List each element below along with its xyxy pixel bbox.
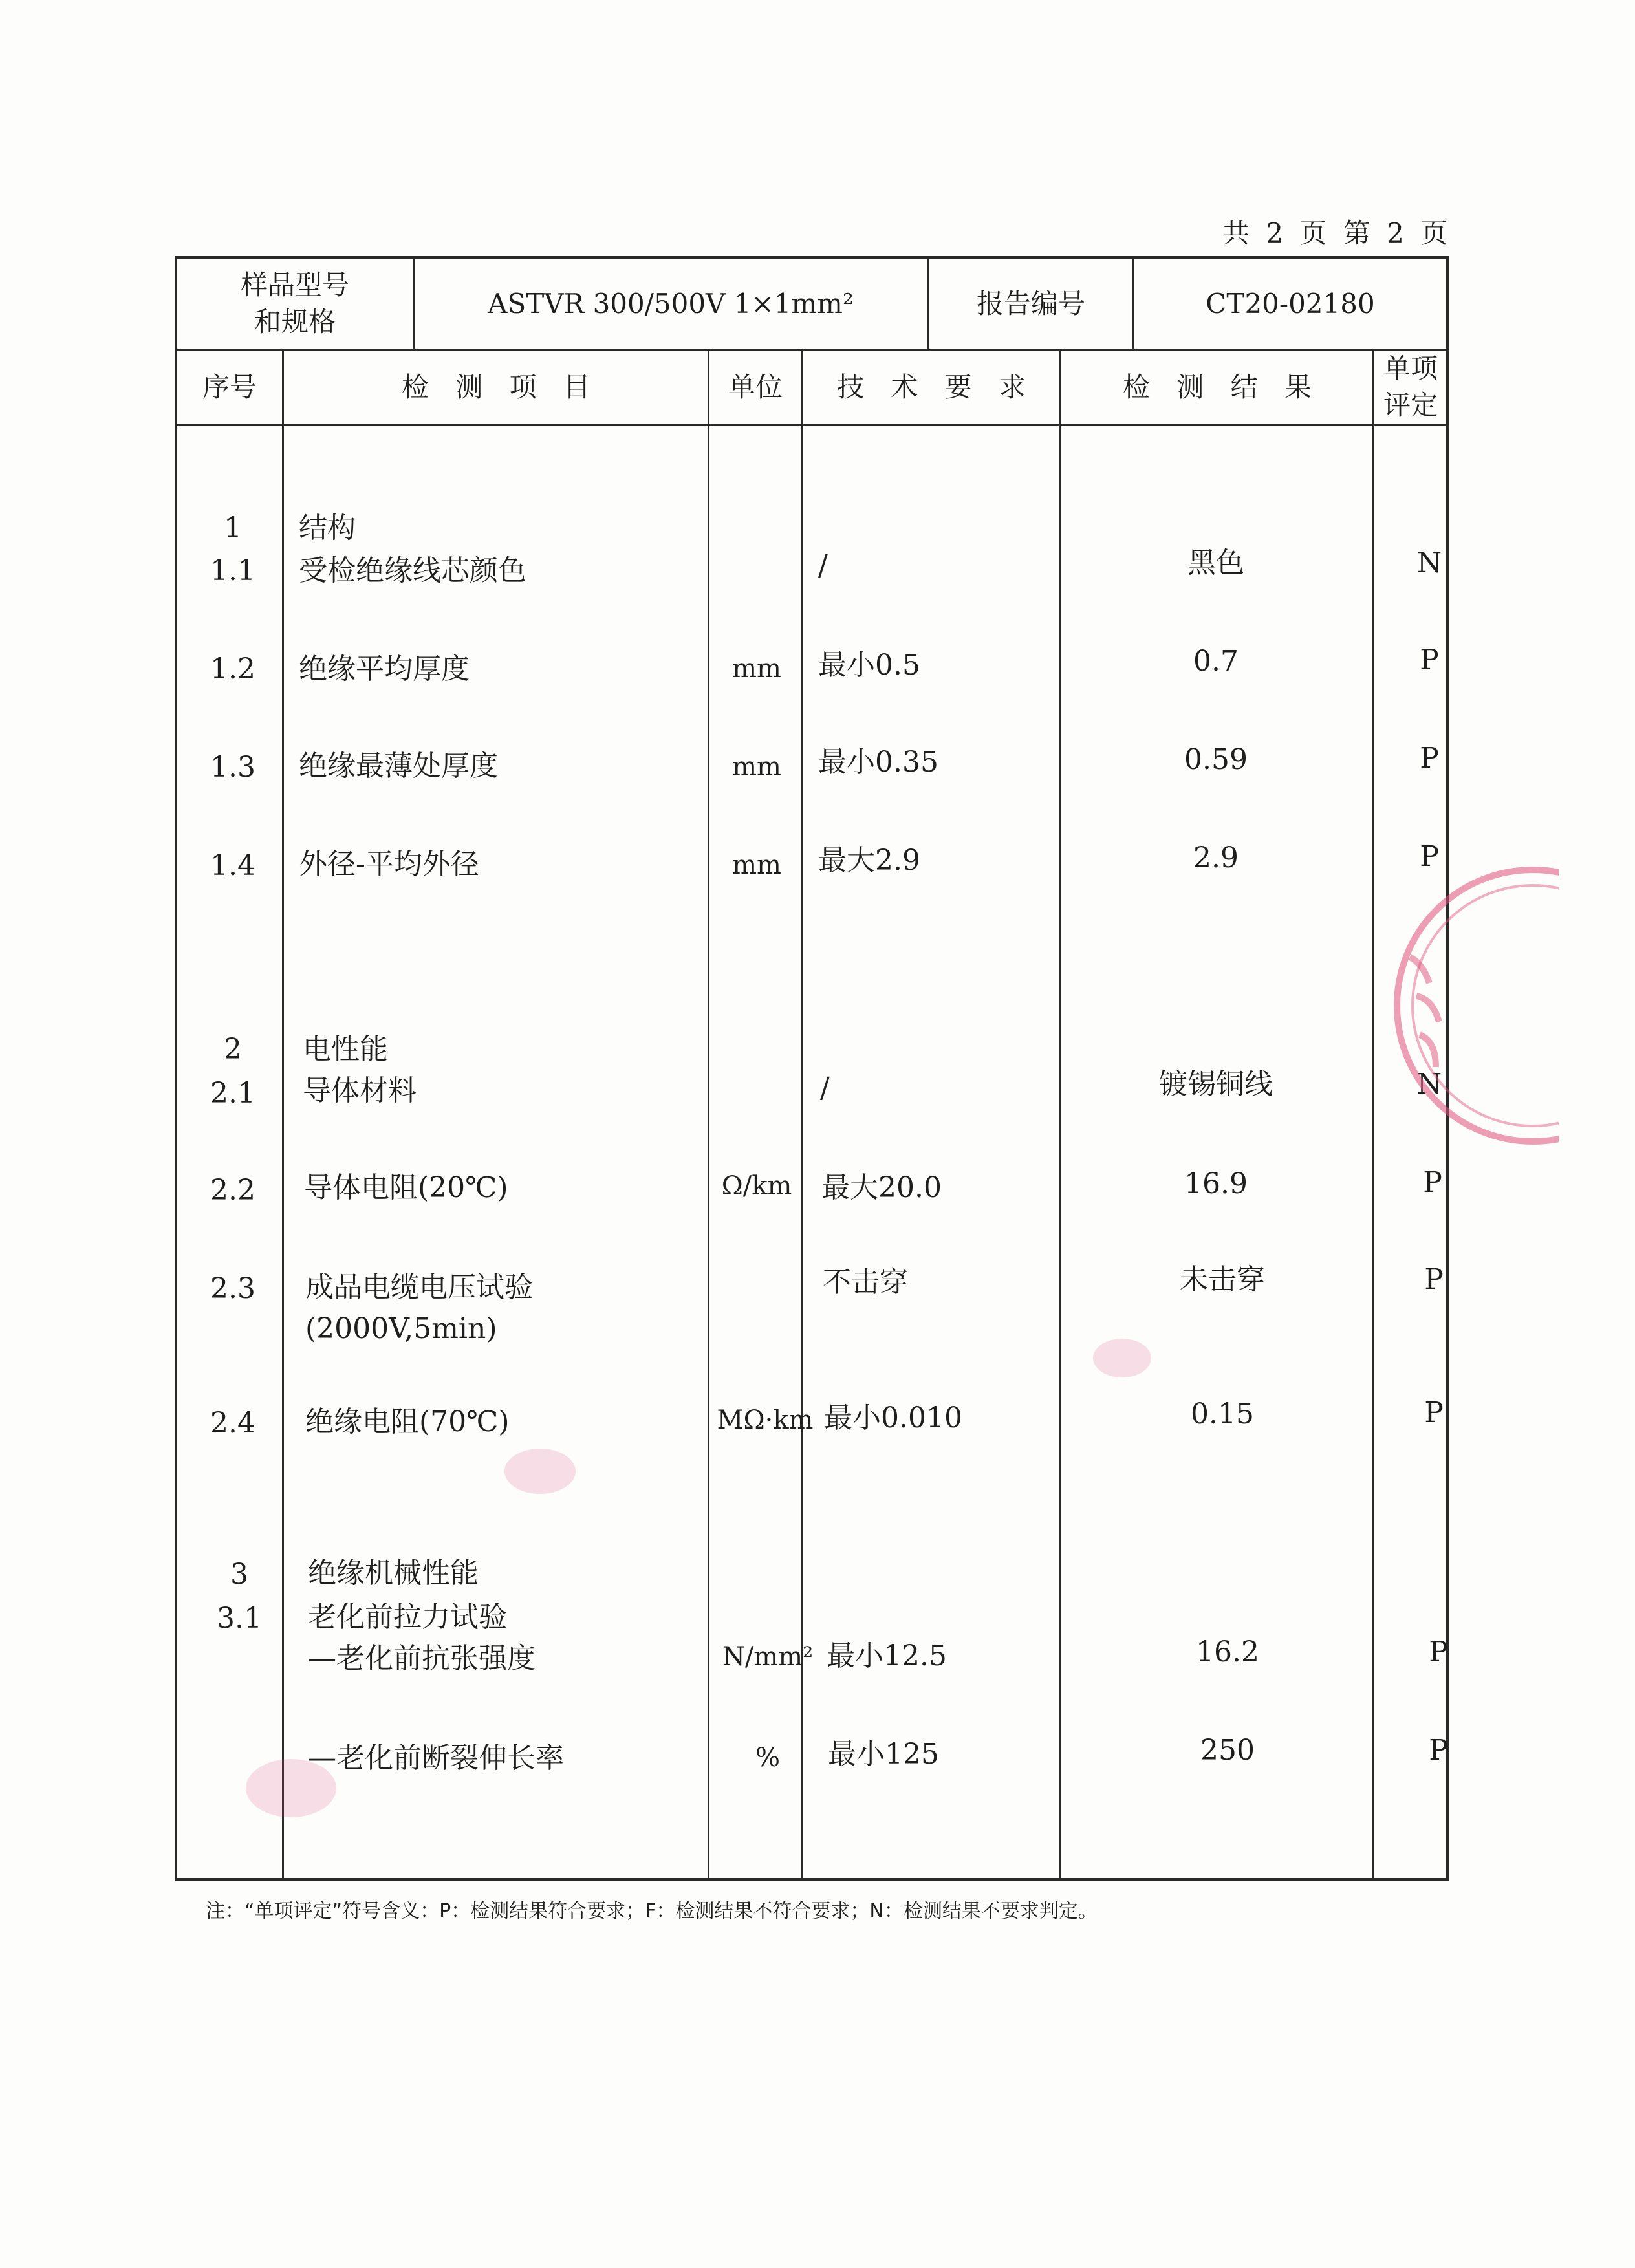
row-evaluation: P	[1420, 840, 1439, 873]
row-num: 2.1	[210, 1077, 255, 1110]
row-num: 1	[224, 512, 242, 545]
row-unit: mm	[732, 850, 781, 880]
row-item: 成品电缆电压试验	[305, 1271, 533, 1304]
row-item: 结构	[299, 512, 356, 545]
row-requirement: /	[820, 1072, 830, 1105]
row-item: 绝缘电阻(70℃)	[305, 1405, 510, 1438]
col-header-evaluation: 单项 评定	[1383, 352, 1438, 421]
row-num: 2.4	[210, 1407, 255, 1440]
row-result: 黑色	[1187, 546, 1244, 579]
row-evaluation: P	[1423, 1166, 1442, 1199]
row-unit: Ω/km	[721, 1171, 792, 1201]
row-item: 导体材料	[303, 1074, 417, 1107]
row-unit: MΩ·km	[717, 1405, 814, 1435]
row-item: 老化前拉力试验	[308, 1601, 507, 1634]
row-num: 1.3	[210, 751, 255, 784]
row-evaluation: P	[1429, 1636, 1448, 1669]
row-item: —老化前抗张强度	[308, 1642, 536, 1675]
row-result: 镀锡铜线	[1159, 1068, 1273, 1101]
row-unit: mm	[732, 654, 781, 684]
inspection-seal	[1365, 860, 1559, 1151]
row-result: 250	[1200, 1734, 1255, 1767]
page-counter: 共 2 页 第 2 页	[1222, 217, 1452, 249]
row-result: 未击穿	[1180, 1263, 1265, 1296]
row-num: 1.2	[210, 653, 255, 686]
row-requirement: 最小0.35	[818, 746, 938, 779]
row-num: 1.4	[210, 849, 255, 882]
row-evaluation: P	[1420, 643, 1439, 676]
row-num: 1.1	[210, 554, 255, 587]
col-header-unit: 单位	[728, 371, 783, 403]
report-number-label: 报告编号	[976, 287, 1085, 319]
col-header-item: 检 测 项 目	[401, 371, 591, 403]
col-header-result: 检 测 结 果	[1122, 371, 1312, 403]
row-result: 16.9	[1184, 1167, 1248, 1200]
col-header-seq: 序号	[202, 371, 257, 403]
row-result: 16.2	[1196, 1636, 1259, 1669]
row-item: 绝缘平均厚度	[299, 653, 470, 686]
row-num: 3.1	[217, 1602, 262, 1635]
ink-smudge	[504, 1449, 576, 1494]
row-requirement: 最小0.5	[818, 649, 920, 682]
row-evaluation: P	[1424, 1263, 1444, 1296]
row-requirement: 最大2.9	[818, 844, 920, 877]
row-result: 0.7	[1193, 645, 1239, 678]
row-item: 外径-平均外径	[299, 848, 479, 881]
row-unit: mm	[732, 752, 781, 782]
row-requirement: 不击穿	[823, 1266, 908, 1299]
row-unit: N/mm²	[722, 1642, 814, 1672]
row-result: 0.59	[1184, 743, 1248, 776]
row-requirement: 最小0.010	[824, 1401, 962, 1434]
row-item: 导体电阻(20℃)	[304, 1171, 508, 1204]
row-evaluation: N	[1416, 546, 1442, 579]
row-item-detail: (2000V,5min)	[305, 1312, 497, 1345]
ink-smudge	[246, 1759, 336, 1817]
report-number-value: CT20-02180	[1206, 287, 1375, 319]
row-result: 2.9	[1193, 841, 1239, 874]
row-evaluation: P	[1420, 742, 1439, 775]
sample-model-value: ASTVR 300/500V 1×1mm²	[488, 287, 854, 319]
row-evaluation: P	[1424, 1396, 1444, 1429]
row-item: 绝缘最薄处厚度	[299, 750, 498, 783]
col-header-requirement: 技 术 要 求	[836, 371, 1026, 403]
row-evaluation: N	[1416, 1068, 1442, 1101]
sample-model-label: 样品型号 和规格	[240, 269, 349, 338]
row-item: 绝缘机械性能	[308, 1557, 479, 1590]
row-evaluation: P	[1429, 1734, 1448, 1767]
row-requirement: /	[818, 549, 828, 582]
row-requirement: 最大20.0	[821, 1171, 942, 1204]
footnote: 注：“单项评定”符号含义：P：检测结果符合要求；F：检测结果不符合要求；N：检测结果不要求判定。	[206, 1900, 1098, 1923]
row-num: 2	[224, 1033, 242, 1066]
row-item: —老化前断裂伸长率	[308, 1742, 564, 1775]
row-result: 0.15	[1191, 1398, 1254, 1431]
ink-smudge	[1093, 1339, 1151, 1377]
row-requirement: 最小125	[828, 1738, 939, 1771]
row-num: 3	[230, 1558, 248, 1591]
row-num: 2.2	[210, 1174, 255, 1207]
row-item: 电性能	[303, 1033, 388, 1066]
row-unit: %	[755, 1743, 780, 1773]
row-item: 受检绝缘线芯颜色	[299, 554, 526, 587]
row-requirement: 最小12.5	[827, 1639, 947, 1672]
row-num: 2.3	[210, 1272, 255, 1305]
